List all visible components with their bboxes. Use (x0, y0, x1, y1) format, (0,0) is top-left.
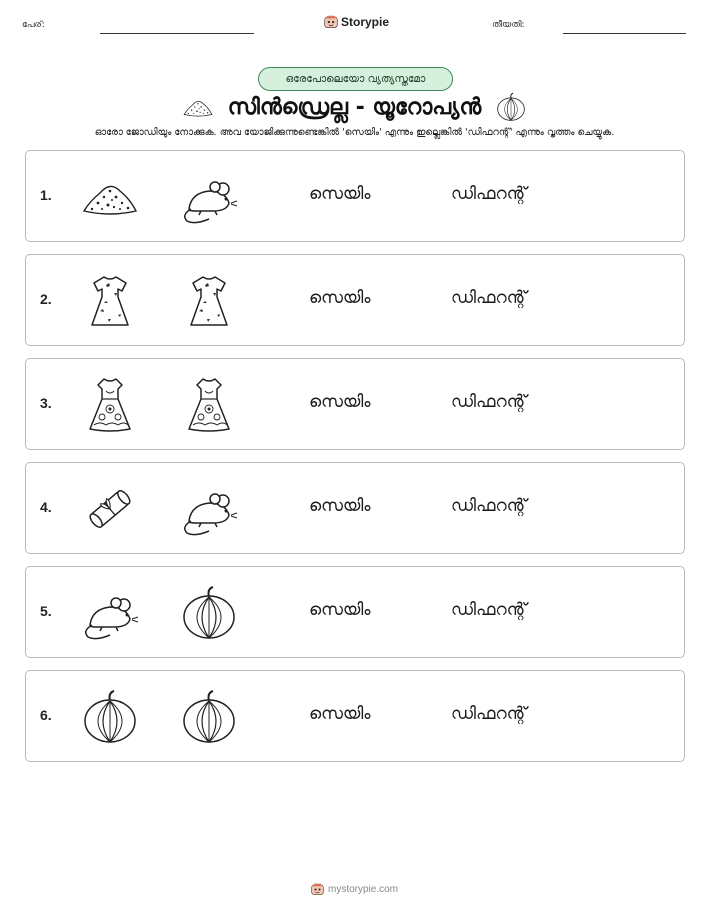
storypie-logo-icon (324, 15, 338, 29)
footer-url[interactable]: mystorypie.com (327, 883, 398, 895)
dress-icon (80, 271, 140, 331)
storypie-logo-icon (311, 883, 324, 896)
gown-icon (179, 375, 239, 435)
question-number: 4. (40, 499, 52, 515)
question-number: 3. (40, 395, 52, 411)
question-number: 6. (40, 707, 52, 723)
brand-name: Storypie (341, 15, 390, 29)
question-row (25, 358, 685, 450)
question-row (25, 462, 685, 554)
question-row (25, 566, 685, 658)
brand (324, 12, 394, 32)
page-title: സിൻഡ്രെല്ല - യൂറോപ്യൻ (227, 94, 482, 120)
instruction-text: ഓരോ ജോഡിയും നോക്കുക. അവ യോജിക്കുന്നുണ്ടെങ്കിൽ 'സെയിം' എന്നും ഇല്ലെങ്കിൽ 'ഡിഫറന്റ്' എന്നും വൃത്തം ചെയ്യുക. (94, 127, 615, 138)
different-option[interactable]: ഡിഫറന്റ് (451, 392, 527, 412)
date-label: തീയതി: (492, 20, 525, 30)
mouse-icon (80, 583, 140, 643)
different-option[interactable]: ഡിഫറന്റ് (451, 704, 527, 724)
question-row (25, 670, 685, 762)
pumpkin-icon (80, 687, 140, 747)
pumpkin-icon (495, 91, 527, 123)
mouse-icon (179, 479, 239, 539)
different-option[interactable]: ഡിഫറന്റ് (451, 184, 527, 204)
mouse-icon (179, 167, 239, 227)
name-line[interactable] (100, 33, 254, 34)
worksheet-header (22, 12, 688, 38)
title-row (0, 91, 709, 123)
same-option[interactable]: സെയിം (309, 392, 371, 412)
dress-icon (179, 271, 239, 331)
same-option[interactable]: സെയിം (309, 184, 371, 204)
question-number: 1. (40, 187, 52, 203)
scroll-icon (80, 479, 140, 539)
date-line[interactable] (563, 33, 686, 34)
question-row (25, 254, 685, 346)
pumpkin-icon (179, 687, 239, 747)
same-option[interactable]: സെയിം (309, 496, 371, 516)
sand-pile-icon (80, 167, 140, 227)
different-option[interactable]: ഡിഫറന്റ് (451, 496, 527, 516)
different-option[interactable]: ഡിഫറന്റ് (451, 288, 527, 308)
question-number: 5. (40, 603, 52, 619)
name-label: പേര്: (22, 20, 45, 30)
footer (0, 879, 709, 899)
question-number: 2. (40, 291, 52, 307)
activity-badge: ഒരേപോലെയോ വ്യത്യസ്തമോ (258, 67, 453, 91)
pumpkin-icon (179, 583, 239, 643)
same-option[interactable]: സെയിം (309, 704, 371, 724)
sand-pile-icon (182, 91, 214, 123)
question-row (25, 150, 685, 242)
same-option[interactable]: സെയിം (309, 600, 371, 620)
same-option[interactable]: സെയിം (309, 288, 371, 308)
different-option[interactable]: ഡിഫറന്റ് (451, 600, 527, 620)
gown-icon (80, 375, 140, 435)
